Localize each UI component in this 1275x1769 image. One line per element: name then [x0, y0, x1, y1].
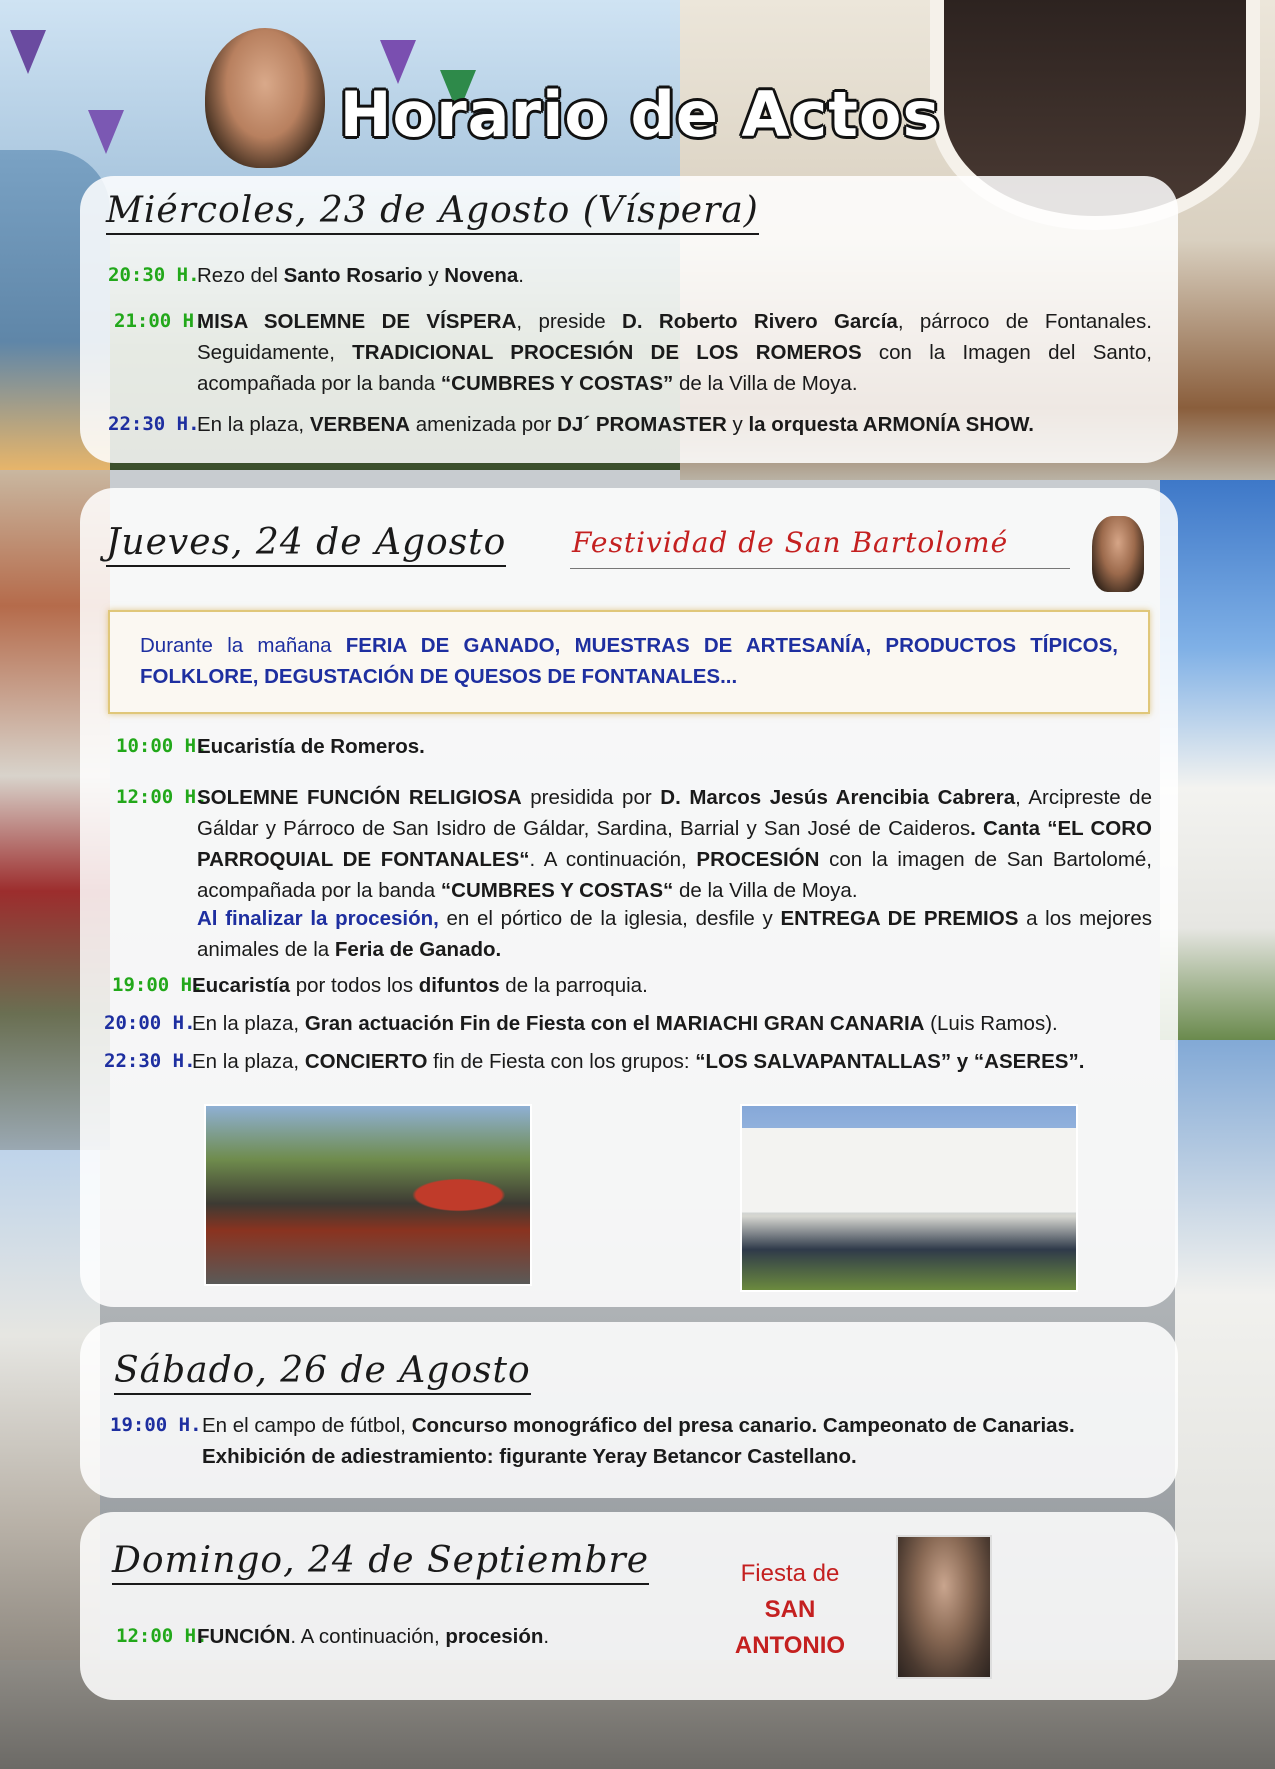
- feast-underline: [570, 568, 1070, 569]
- san-antonio-image: [896, 1535, 992, 1679]
- event-time: 21:00 H.: [114, 310, 206, 332]
- event-text: Eucaristía de Romeros.: [197, 735, 425, 758]
- event-text-extra: Al finalizar la procesión, en el pórtico de la iglesia, desfile y ENTREGA DE PREMIOS a los mejores animales de la Feria de Ganado.: [197, 907, 1152, 961]
- event-text: SOLEMNE FUNCIÓN RELIGIOSA presidida por D. Marcos Jesús Arencibia Cabrera, Arcipreste de Gáldar y Párroco de San Isidro de Gáldar, Sardina, Barrial y San José de Caideros. Canta “EL CORO PARROQUIAL DE FONTANALES“. A continuación, PROCESIÓN con la imagen de San Bartolomé, acompañada por la banda “CUMBRES Y COSTAS“ de la Villa de Moya.: [197, 786, 1152, 902]
- event-text: Rezo del Santo Rosario y Novena.: [197, 264, 524, 287]
- bunting-flag: [88, 110, 124, 154]
- event-time: 19:00 H.: [112, 974, 204, 996]
- bunting-flag: [10, 30, 46, 74]
- photo-procession: [204, 1104, 532, 1286]
- event-time: 12:00 H.: [116, 1625, 208, 1647]
- fiesta-san-antonio-line1: Fiesta de: [740, 1560, 840, 1587]
- event-text: En la plaza, VERBENA amenizada por DJ´ PROMASTER y la orquesta ARMONÍA SHOW.: [197, 413, 1034, 436]
- event-text: En el campo de fútbol, Concurso monográfico del presa canario. Campeonato de Canarias.: [202, 1414, 1075, 1437]
- event-time: 12:00 H.: [116, 786, 208, 808]
- event-time: 20:30 H.: [108, 264, 200, 286]
- fair-announcement: Durante la mañana FERIA DE GANADO, MUESTRAS DE ARTESANÍA, PRODUCTOS TÍPICOS, FOLKLORE, DEGUSTACIÓN DE QUESOS DE FONTANALES...: [108, 610, 1150, 714]
- event-text: En la plaza, Gran actuación Fin de Fiesta con el MARIACHI GRAN CANARIA (Luis Ramos).: [192, 1012, 1058, 1035]
- day-title-saturday: Sábado, 26 de Agosto: [114, 1350, 531, 1395]
- feast-title-san-bartolome: Festividad de San Bartolomé: [572, 526, 1009, 559]
- photo-church: [740, 1104, 1078, 1292]
- day-title-sunday: Domingo, 24 de Septiembre: [112, 1540, 649, 1585]
- day-title-wednesday: Miércoles, 23 de Agosto (Víspera): [106, 190, 759, 235]
- event-time: 19:00 H.: [110, 1414, 202, 1436]
- event-text: MISA SOLEMNE DE VÍSPERA, preside D. Roberto Rivero García, párroco de Fontanales. Seguidamente, TRADICIONAL PROCESIÓN DE LOS ROMEROS con la Imagen del Santo, acompañada por la banda “CUMBRES Y COSTAS” de la Villa de Moya.: [197, 310, 1153, 395]
- event-text-extra: Exhibición de adiestramiento: figurante Yeray Betancor Castellano.: [202, 1445, 857, 1468]
- event-text: Eucaristía por todos los difuntos de la parroquia.: [192, 974, 648, 997]
- event-text: En la plaza, CONCIERTO fin de Fiesta con los grupos: “LOS SALVAPANTALLAS” y “ASERES”.: [192, 1050, 1085, 1073]
- day-title-thursday: Jueves, 24 de Agosto: [106, 522, 506, 567]
- event-time: 20:00 H.: [104, 1012, 196, 1034]
- event-text: FUNCIÓN. A continuación, procesión.: [197, 1625, 550, 1648]
- event-time: 22:30 H.: [108, 413, 200, 435]
- event-time: 10:00 H.: [116, 735, 208, 757]
- fiesta-san-antonio-line2: SAN: [764, 1596, 816, 1623]
- page-title: Horario de Actos: [339, 78, 941, 151]
- event-time: 22:30 H.: [104, 1050, 196, 1072]
- san-bartolome-image: [1092, 516, 1144, 592]
- fiesta-san-antonio-line3: ANTONIO: [734, 1632, 846, 1659]
